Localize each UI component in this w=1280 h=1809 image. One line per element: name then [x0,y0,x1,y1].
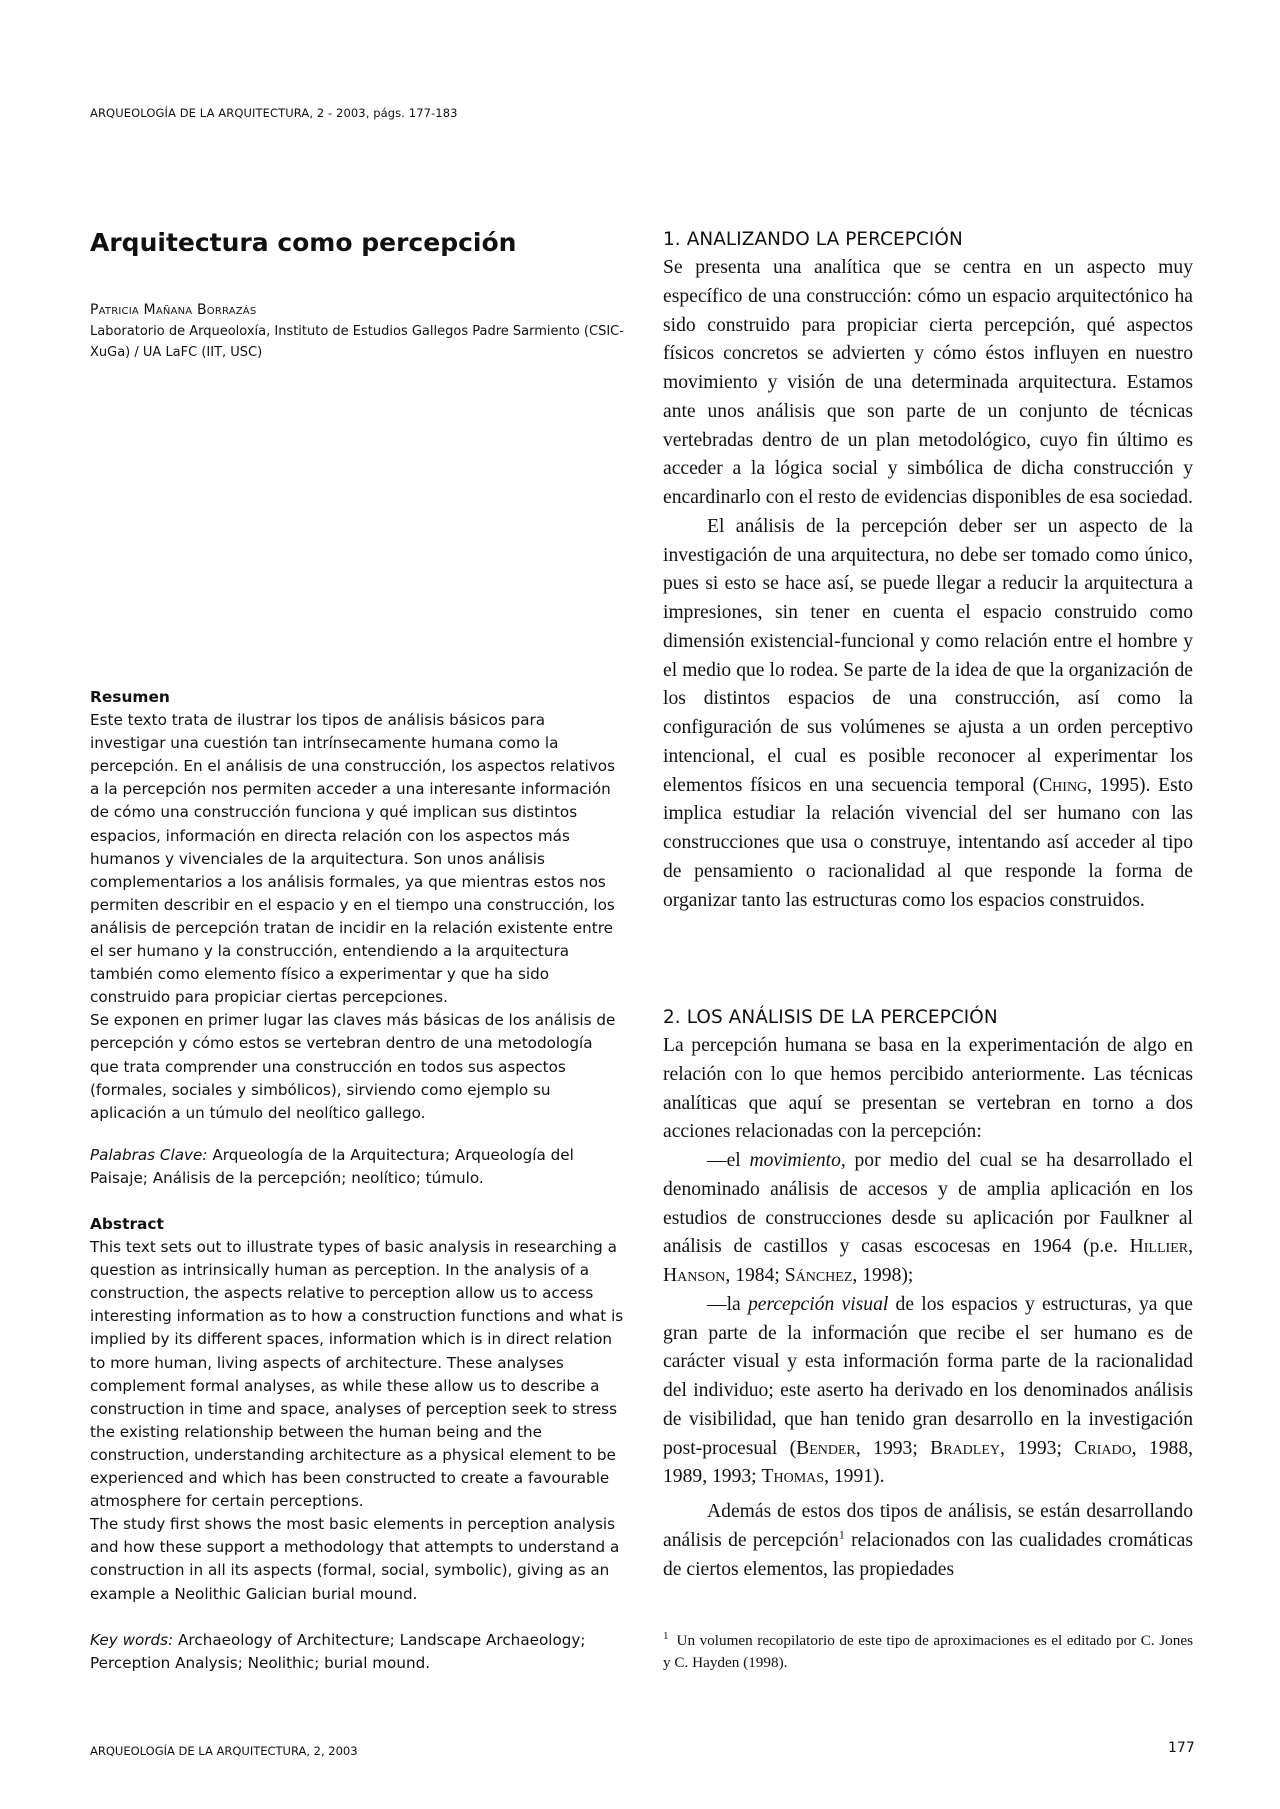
citation-separator: , 1993; [855,1437,931,1459]
footnote-1 [663,1630,1193,1674]
list-item-text: de los espacios y estructuras, ya que gran parte de la información que recibe el ser humano es de carácter visual y esta información forma parte de la racionalidad del individuo; este aserto ha derivado en los denominados análisis de visibilidad, que han tenido gran desarrollo en la investigación post-procesual ( [663,1293,1193,1459]
footnote-mark: 1 [663,1629,669,1642]
section-2-list-item-percepcion-visual [663,1291,1193,1492]
citation-separator: , 1984; [725,1265,785,1286]
page-number: 177 [1168,1740,1195,1756]
section-1-paragraph-1: Se presenta una analítica que se centra en un aspecto muy específico de una construcción: cómo un espacio arquitectónico ha sido construido para propiciar cierta percepción, qué aspectos físicos concretos se advierten y cómo éstos influyen en nuestro movimiento y visión de una determinada arquitectura. Estamos ante unos análisis que son parte de un conjunto de técnicas vertebradas dentro de un plan metodológico, cuyo fin último es acceder a la lógica social y simbólica de dicha construcción y encardinarlo con el resto de evidencias disponibles de esa sociedad. [663,257,1193,508]
running-head: ARQUEOLOGÍA DE LA ARQUITECTURA, 2 - 2003, págs. 177-183 [90,106,458,120]
section-2 [663,1004,1193,1584]
section-2-paragraph-3 [663,1498,1193,1584]
section-2-paragraph-1: La percepción humana se basa en la experimentación de algo en relación con lo que hemos percibido anteriormente. Las técnicas analíticas que aquí se presentan se vertebran en torno a dos acciones relacionadas con la percepción: [663,1035,1193,1143]
term-percepcion-visual: percepción visual [747,1293,889,1315]
section-1-paragraph-2 [663,513,1193,916]
citation-separator: , 1991). [824,1466,885,1488]
abstract-paragraph-2: The study first shows the most basic elements in perception analysis and how these support a methodology that attempts to understand a construction in all its aspects (formal, social, symbolic), giving as an example a Neolithic Galician burial mound. [90,1515,620,1603]
citation-separator: , 1993; [1000,1437,1075,1459]
section-1-heading: 1. ANALIZANDO LA PERCEPCIÓN [663,229,963,250]
section-2-heading: 2. LOS ANÁLISIS DE LA PERCEPCIÓN [663,1007,998,1028]
article-title: Arquitectura como percepción [90,228,517,257]
list-item-text: , por medio del cual se ha desarrollado el denominado análisis de accesos y de amplia aplicación en los estudios de construcciones desde su aplicación por Faulkner al análisis de castillos y casas escocesas en 1964 (p.e. [663,1150,1194,1258]
abstract-section [90,1213,625,1606]
citation-hanson: Hanson [663,1265,726,1286]
citation-sanchez: Sánchez [784,1265,853,1286]
citation-criado: Criado [1074,1437,1132,1459]
resumen-heading: Resumen [90,688,170,706]
abstract-heading: Abstract [90,1215,164,1233]
citation-separator: , 1988, 1989, 1993; [663,1437,1194,1488]
key-words-label: Key words: [90,1631,174,1649]
citation-separator: , [1188,1236,1193,1258]
section-1 [663,226,1193,915]
author-affiliation: Laboratorio de Arqueoloxía, Instituto de Estudios Gallegos Padre Sarmiento (CSIC-XuGa) / UA LaFC (IIT, USC) [90,324,624,360]
citation-separator: , 1998); [852,1265,914,1286]
footnote-text: Un volumen recopilatorio de este tipo de aproximaciones es el editado por C. Jones y C. Hayden (1998). [663,1632,1193,1671]
footer-journal: ARQUEOLOGÍA DE LA ARQUITECTURA, 2, 2003 [90,1744,358,1758]
citation-thomas: Thomas [761,1466,825,1488]
list-item-dash: —la [707,1293,748,1315]
author-name: Patricia Mañana Borrazás [90,302,257,318]
list-item-dash: —el [707,1150,750,1171]
resumen-paragraph-1: Este texto trata de ilustrar los tipos de análisis básicos para investigar una cuestión tan intrínsecamente humana como la percepción. En el análisis de una construcción, los aspectos relativos a la percepción nos permiten acceder a una interesante información de cómo una construcción funciona y qué implican sus distintos espacios, información en directa relación con los aspectos más humanos y vivenciales de la arquitectura. Son unos análisis complementarios a los análisis formales, ya que mientras estos nos permiten describir en el espacio y en el tiempo una construcción, los análisis de percepción tratan de incidir en la relación existente entre el ser humano y la construcción, entendiendo a la arquitectura también como elemento físico a experimentar y que ha sido construido para propiciar ciertas percepciones. [90,711,615,1007]
resumen-paragraph-2: Se exponen en primer lugar las claves más básicas de los análisis de percepción y cómo estos se vertebran dentro de una metodología que trata comprender una construcción en todos sus aspectos (formales, sociales y simbólicos), sirviendo como ejemplo su aplicación a un túmulo del neolítico gallego. [90,1011,616,1122]
footnote-reference[interactable]: 1 [838,1527,845,1542]
key-words [90,1629,625,1675]
citation-bradley: Bradley [930,1437,1000,1459]
citation-hillier: Hillier [1129,1236,1189,1258]
section-2-paragraph-3-text-a: Además de estos dos tipos de análisis, se están desarrollando análisis de percepción [663,1501,1193,1551]
abstract-paragraph-1: This text sets out to illustrate types of basic analysis in researching a question as intrinsically human as perception. In the analysis of a construction, the aspects relative to perception allow us to access interesting information as to how a construction functions and what is implied by its different spaces, information which is in direct relation to more human, living aspects of architecture. These analyses complement formal analyses, as while these allow us to describe a construction in time and space, analyses of perception seek to stress the existing relationship between the human being and the construction, understanding architecture as a physical element to be experienced and which has been constructed to create a favourable atmosphere for certain perceptions. [90,1238,624,1511]
section-2-paragraph-3-text-b: relacionados con las cualidades cromáticas de ciertos elementos, las propiedades [663,1529,1193,1580]
section-2-list-item-movimiento [663,1147,1193,1291]
section-1-paragraph-2-text-a: El análisis de la percepción deber ser un aspecto de la investigación de una arquitectura, no debe ser tomado como único, pues si esto se hace así, se puede llegar a reducir la arquitectura a impresiones, sin tener en cuenta el espacio construido como dimensión existencial-funcional y como relación entre el hombre y el medio que lo rodea. Se parte de la idea de que la organización de los distintos espacios de una construcción, así como la configuración de sus volúmenes se ajusta a un orden perceptivo intencional, el cual es posible reconocer al experimentar los elementos físicos en una secuencia temporal ( [663,515,1193,796]
citation-ching: Ching [1039,774,1088,796]
palabras-clave [90,1144,625,1190]
author-block [90,300,625,363]
term-movimiento: movimiento [749,1150,841,1171]
key-words-text: Archaeology of Architecture; Landscape Archaeology; Perception Analysis; Neolithic; burial mound. [90,1631,586,1673]
section-1-paragraph-2-text-b: , 1995). Esto implica estudiar la relación vivencial del ser humano con las construcciones que usa o construye, intentando así acceder al tipo de pensamiento o racionalidad al que responde la forma de organizar tanto las estructuras como los espacios construidos. [663,774,1193,911]
palabras-clave-text: Arqueología de la Arquitectura; Arqueología del Paisaje; Análisis de la percepción; neolítico; túmulo. [90,1146,574,1188]
citation-bender: Bender [796,1437,856,1459]
palabras-clave-label: Palabras Clave: [90,1146,208,1164]
resumen-section [90,686,625,1125]
